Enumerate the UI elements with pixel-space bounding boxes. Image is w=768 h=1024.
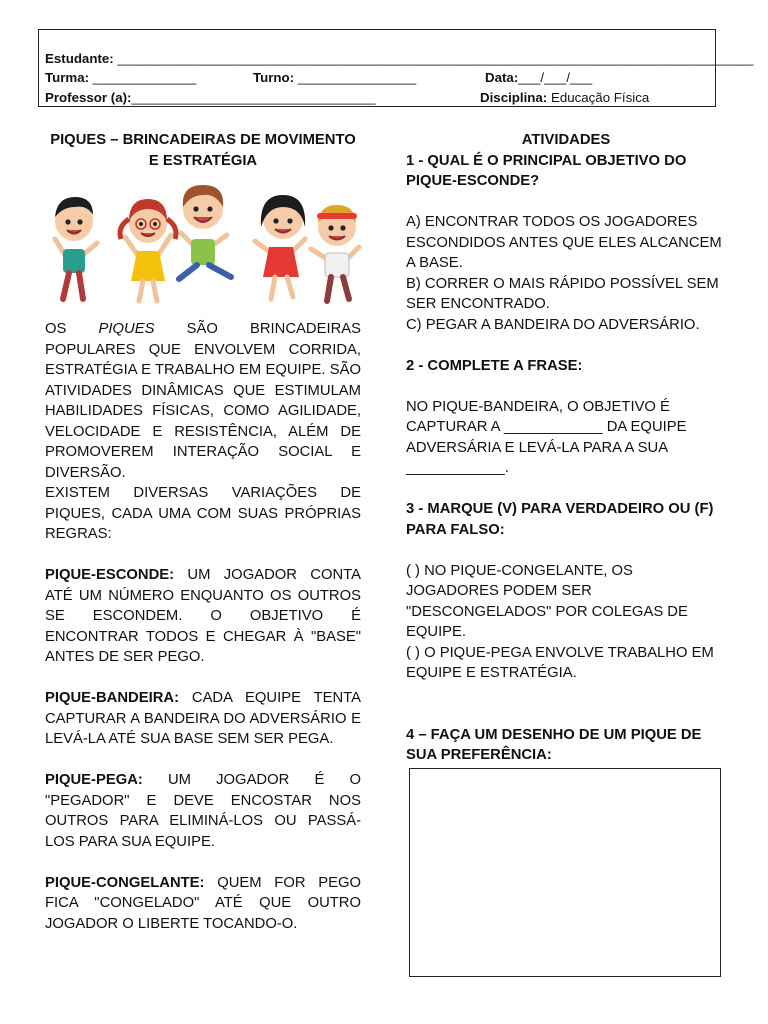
- header-box: [38, 29, 754, 107]
- reading-title: PIQUES – BRINCADEIRAS DE MOVIMENTO E ESTRATÉGIA: [50, 132, 356, 169]
- game-text: UM JOGADOR É O "PEGADOR" E DEVE ENCOSTAR NOS OUTROS PARA ELIMINÁ-LOS OU PASSÁ-LOS PARA SUA EQUIPE.: [45, 772, 361, 850]
- activities-title: ATIVIDADES: [521, 132, 611, 148]
- game-name: PIQUE-BANDEIRA:: [45, 690, 179, 706]
- teacher-field[interactable]: _________________________________: [131, 90, 376, 105]
- q3-item-2: ( ) O PIQUE-PEGA ENVOLVE TRABALHO EM EQUIPE E ESTRATÉGIA.: [406, 644, 714, 681]
- shift-line: [253, 70, 416, 85]
- q3-item-1: ( ) NO PIQUE-CONGELANTE, OS JOGADORES PODEM SER "DESCONGELADOS" POR COLEGAS DE EQUIPE.: [406, 562, 688, 640]
- teacher-line: [45, 90, 376, 105]
- subject-line: [480, 90, 649, 105]
- question-1: 1 - QUAL É O PRINCIPAL OBJETIVO DO PIQUE-ESCONDE?: [406, 152, 687, 189]
- q2-line: ____________.: [406, 460, 509, 476]
- class-line: [45, 70, 196, 85]
- drawing-box[interactable]: [409, 768, 721, 977]
- class-field[interactable]: ______________: [92, 70, 197, 85]
- kid-3-icon: [179, 185, 231, 279]
- game-name: PIQUE-PEGA:: [45, 772, 143, 788]
- kid-5-icon: [311, 205, 359, 301]
- date-field[interactable]: ___/___/___: [518, 70, 593, 85]
- intro-paragraph: [45, 319, 361, 483]
- student-line: [45, 51, 753, 66]
- game-name: PIQUE-ESCONDE:: [45, 567, 175, 583]
- date-label: Data:: [485, 70, 519, 85]
- kid-4-icon: [255, 195, 305, 299]
- game-pique-esconde: [45, 565, 361, 668]
- game-pique-congelante: [45, 873, 361, 935]
- q1-option-c: C) PEGAR A BANDEIRA DO ADVERSÁRIO.: [406, 316, 700, 333]
- left-column: [45, 130, 361, 934]
- q1-option-a: A) ENCONTRAR TODOS OS JOGADORES ESCONDIDOS ANTES QUE ELES ALCANCEM A BASE.: [406, 214, 722, 271]
- game-text: UM JOGADOR CONTA ATÉ UM NÚMERO ENQUANTO OS OUTROS SE ESCONDEM. O OBJETIVO É ENCONTRAR TODOS E CHEGAR À "BASE" ANTES DE SER PEGO.: [45, 567, 361, 665]
- intro-prefix: OS: [45, 321, 99, 337]
- game-name: PIQUE-CONGELANTE:: [45, 874, 205, 891]
- subject-value: Educação Física: [550, 90, 650, 105]
- shift-label: Turno:: [253, 70, 295, 85]
- game-text: CADA EQUIPE TENTA CAPTURAR A BANDEIRA DO ADVERSÁRIO E LEVÁ-LA ATÉ SUA BASE SEM SER PEGA.: [45, 690, 361, 747]
- subject-label: Disciplina:: [480, 90, 548, 105]
- right-column: [406, 130, 726, 977]
- intro-text: SÃO BRINCADEIRAS POPULARES QUE ENVOLVEM CORRIDA, ESTRATÉGIA E TRABALHO EM EQUIPE. SÃO ATIVIDADES DINÂMICAS QUE ESTIMULAM HABILIDADES FÍSICAS, COMO AGILIDADE, VELOCIDADE E RESISTÊNCIA, ALÉM DE PROMOVEREM INTERAÇÃO SOCIAL E DIVERSÃO.: [45, 321, 361, 481]
- shift-field[interactable]: ________________: [297, 70, 417, 85]
- intro-paragraph-2: EXISTEM DIVERSAS VARIAÇÕES DE PIQUES, CADA UMA COM SUAS PRÓPRIAS REGRAS:: [45, 485, 361, 542]
- class-label: Turma:: [45, 70, 90, 85]
- question-4: 4 – FAÇA UM DESENHO DE UM PIQUE DE SUA PREFERÊNCIA:: [406, 726, 702, 763]
- student-label: Estudante:: [45, 51, 114, 66]
- kids-jumping-illustration: [43, 177, 363, 309]
- game-text: QUEM FOR PEGO FICA "CONGELADO" ATÉ QUE OUTRO JOGADOR O LIBERTE TOCANDO-O.: [45, 874, 361, 932]
- intro-emphasis: PIQUES: [98, 321, 155, 337]
- teacher-label: Professor (a):: [45, 90, 132, 105]
- question-2: 2 - COMPLETE A FRASE:: [406, 357, 583, 374]
- game-pique-bandeira: [45, 688, 361, 750]
- q2-line: ADVERSÁRIA E LEVÁ-LA PARA A SUA: [406, 439, 669, 456]
- kid-1-icon: [55, 197, 97, 299]
- kid-2-icon: [120, 199, 176, 301]
- date-line: [485, 70, 592, 85]
- student-field[interactable]: ______________________________________________________________________________________: [117, 51, 754, 66]
- question-3: 3 - MARQUE (V) PARA VERDADEIRO OU (F) PARA FALSO:: [406, 501, 714, 538]
- q2-line: NO PIQUE-BANDEIRA, O OBJETIVO É: [406, 398, 670, 415]
- q1-option-b: B) CORRER O MAIS RÁPIDO POSSÍVEL SEM SER ENCONTRADO.: [406, 275, 719, 312]
- game-pique-pega: [45, 770, 361, 852]
- q2-line: CAPTURAR A ____________ DA EQUIPE: [406, 419, 687, 435]
